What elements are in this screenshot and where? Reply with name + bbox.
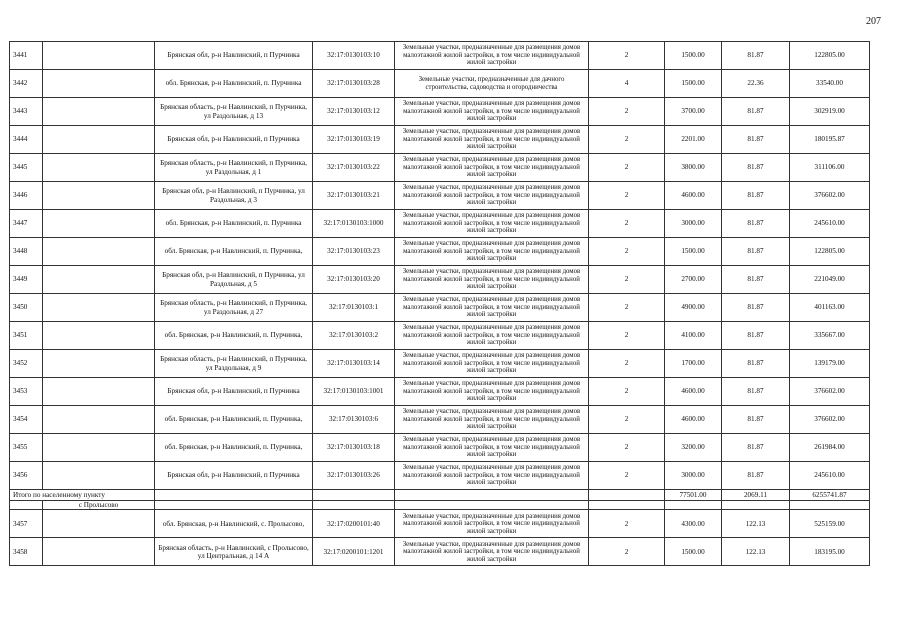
area-cell: 2201.00: [665, 126, 722, 154]
rate-cell: 81.87: [722, 126, 790, 154]
address-cell: Брянская область, р-н Навлинский, п Пурчинка, ул Раздольная, д 9: [155, 350, 313, 378]
cadastral-number: 32:17:0130103:28: [313, 70, 395, 98]
blank-cell: [43, 322, 155, 350]
land-use-cell: Земельные участки, предназначенные для размещения домов малоэтажной жилой застройки, в том числе индивидуальной жилой застройки: [395, 510, 589, 538]
land-use-cell: Земельные участки, предназначенные для дачного строительства, садоводства и огородничества: [395, 70, 589, 98]
row-number: 3444: [10, 126, 43, 154]
rate-cell: 81.87: [722, 294, 790, 322]
area-cell: 3000.00: [665, 462, 722, 490]
area-cell: 4600.00: [665, 406, 722, 434]
table-row: [10, 510, 870, 538]
row-number: 3441: [10, 42, 43, 70]
category-code: 2: [589, 510, 665, 538]
table-row: [10, 238, 870, 266]
cadastral-number: 32:17:0130103:14: [313, 350, 395, 378]
row-number: 3445: [10, 154, 43, 182]
address-cell: обл. Брянская, р-н Навлинский, с. Пролысово,: [155, 510, 313, 538]
blank-cell: [43, 70, 155, 98]
land-use-cell: Земельные участки, предназначенные для размещения домов малоэтажной жилой застройки, в том числе индивидуальной жилой застройки: [395, 126, 589, 154]
rate-cell: 81.87: [722, 322, 790, 350]
land-use-cell: Земельные участки, предназначенные для размещения домов малоэтажной жилой застройки, в том числе индивидуальной жилой застройки: [395, 538, 589, 566]
row-number: 3449: [10, 266, 43, 294]
cadastral-value: 245610.00: [790, 462, 870, 490]
blank-cell: [43, 266, 155, 294]
row-number: 3454: [10, 406, 43, 434]
address-cell: обл. Брянская, р-н Навлинский, п. Пурчинка: [155, 70, 313, 98]
area-cell: 3700.00: [665, 98, 722, 126]
row-number: 3450: [10, 294, 43, 322]
table-row: [10, 350, 870, 378]
address-cell: Брянская обл, р-н Навлинский, п Пурчинка, ул Раздольная, д 3: [155, 182, 313, 210]
area-cell: 4900.00: [665, 294, 722, 322]
cadastral-value: 335667.00: [790, 322, 870, 350]
cadastral-value: 525159.00: [790, 510, 870, 538]
address-cell: Брянская обл, р-н Навлинский, п Пурчинка, ул Раздольная, д 5: [155, 266, 313, 294]
blank-cell: [43, 210, 155, 238]
blank-cell: [43, 182, 155, 210]
cadastral-number: 32:17:0200101:40: [313, 510, 395, 538]
rate-cell: 81.87: [722, 266, 790, 294]
address-cell: Брянская область, р-н Навлинский, п Пурчинка, ул Раздольная, д 1: [155, 154, 313, 182]
cadastral-number: 32:17:0130103:19: [313, 126, 395, 154]
category-code: 2: [589, 238, 665, 266]
address-cell: Брянская область, р-н Навлинский, п Пурчинка, ул Раздольная, д 27: [155, 294, 313, 322]
address-cell: обл. Брянская, р-н Навлинский, п. Пурчинка,: [155, 434, 313, 462]
category-code: 2: [589, 406, 665, 434]
blank-cell: [43, 238, 155, 266]
blank-cell: [43, 462, 155, 490]
table-row: [10, 538, 870, 566]
address-cell: обл. Брянская, р-н Навлинский, п. Пурчинка,: [155, 238, 313, 266]
cadastral-number: 32:17:0130103:1001: [313, 378, 395, 406]
cadastral-value: 33540.00: [790, 70, 870, 98]
land-use-cell: Земельные участки, предназначенные для размещения домов малоэтажной жилой застройки, в том числе индивидуальной жилой застройки: [395, 266, 589, 294]
cadastral-number: 32:17:0130103:6: [313, 406, 395, 434]
land-use-cell: Земельные участки, предназначенные для размещения домов малоэтажной жилой застройки, в том числе индивидуальной жилой застройки: [395, 322, 589, 350]
rate-cell: 81.87: [722, 238, 790, 266]
land-use-cell: Земельные участки, предназначенные для размещения домов малоэтажной жилой застройки, в том числе индивидуальной жилой застройки: [395, 182, 589, 210]
land-plots-table: [9, 41, 870, 566]
cadastral-value: 139179.00: [790, 350, 870, 378]
address-cell: обл. Брянская, р-н Навлинский, п. Пурчинка,: [155, 322, 313, 350]
category-code: 2: [589, 538, 665, 566]
row-number: 3458: [10, 538, 43, 566]
row-number: 3448: [10, 238, 43, 266]
address-cell: обл. Брянская, р-н Навлинский, п. Пурчинка: [155, 210, 313, 238]
rate-cell: 81.87: [722, 182, 790, 210]
land-use-cell: Земельные участки, предназначенные для размещения домов малоэтажной жилой застройки, в том числе индивидуальной жилой застройки: [395, 462, 589, 490]
address-cell: Брянская обл, р-н Навлинский, п Пурчинка: [155, 126, 313, 154]
rate-cell: 81.87: [722, 350, 790, 378]
blank-cell: [43, 378, 155, 406]
address-cell: обл. Брянская, р-н Навлинский, п. Пурчинка,: [155, 406, 313, 434]
area-cell: 4600.00: [665, 378, 722, 406]
cadastral-number: 32:17:0130103:18: [313, 434, 395, 462]
land-use-cell: Земельные участки, предназначенные для размещения домов малоэтажной жилой застройки, в том числе индивидуальной жилой застройки: [395, 378, 589, 406]
settlement-header-row: [10, 501, 870, 510]
row-number: 3446: [10, 182, 43, 210]
cadastral-value: 376602.00: [790, 406, 870, 434]
row-number: 3456: [10, 462, 43, 490]
category-code: 2: [589, 322, 665, 350]
cadastral-value: 302919.00: [790, 98, 870, 126]
cadastral-value: 183195.00: [790, 538, 870, 566]
cadastral-value: 122805.00: [790, 42, 870, 70]
rate-cell: 122.13: [722, 538, 790, 566]
row-number: 3455: [10, 434, 43, 462]
land-use-cell: Земельные участки, предназначенные для размещения домов малоэтажной жилой застройки, в том числе индивидуальной жилой застройки: [395, 98, 589, 126]
rate-cell: 81.87: [722, 434, 790, 462]
category-code: 2: [589, 98, 665, 126]
cadastral-value: 376602.00: [790, 378, 870, 406]
cadastral-value: 311106.00: [790, 154, 870, 182]
rate-cell: 81.87: [722, 42, 790, 70]
address-cell: Брянская область, р-н Навлинский, п Пурчинка, ул Раздольная, д 13: [155, 98, 313, 126]
settlement-name: с Пролысово: [43, 501, 155, 510]
cadastral-value: 245610.00: [790, 210, 870, 238]
address-cell: Брянская обл, р-н Навлинский, п Пурчинка: [155, 42, 313, 70]
category-code: 2: [589, 294, 665, 322]
area-cell: 1500.00: [665, 238, 722, 266]
area-cell: 2700.00: [665, 266, 722, 294]
category-code: 2: [589, 462, 665, 490]
cadastral-number: 32:17:0130103:23: [313, 238, 395, 266]
cadastral-number: 32:17:0130103:22: [313, 154, 395, 182]
table-row: [10, 462, 870, 490]
table-row: [10, 42, 870, 70]
blank-cell: [43, 406, 155, 434]
cadastral-number: 32:17:0130103:20: [313, 266, 395, 294]
row-number: 3443: [10, 98, 43, 126]
table-row: [10, 322, 870, 350]
category-code: 2: [589, 182, 665, 210]
rate-cell: 81.87: [722, 406, 790, 434]
category-code: 2: [589, 378, 665, 406]
total-rate: 2069.11: [722, 490, 790, 501]
address-cell: Брянская обл, р-н Навлинский, п Пурчинка: [155, 462, 313, 490]
area-cell: 1500.00: [665, 70, 722, 98]
cadastral-number: 32:17:0200101:1201: [313, 538, 395, 566]
table-row: [10, 182, 870, 210]
category-code: 2: [589, 126, 665, 154]
table-row: [10, 406, 870, 434]
area-cell: 1500.00: [665, 538, 722, 566]
page-number: 207: [866, 16, 881, 27]
blank-cell: [43, 294, 155, 322]
category-code: 2: [589, 154, 665, 182]
blank-cell: [43, 154, 155, 182]
category-code: 2: [589, 266, 665, 294]
blank-cell: [43, 98, 155, 126]
row-number: 3447: [10, 210, 43, 238]
cadastral-number: 32:17:0130103:26: [313, 462, 395, 490]
table-row: [10, 434, 870, 462]
table-row: [10, 70, 870, 98]
land-use-cell: Земельные участки, предназначенные для размещения домов малоэтажной жилой застройки, в том числе индивидуальной жилой застройки: [395, 434, 589, 462]
cadastral-number: 32:17:0130103:12: [313, 98, 395, 126]
area-cell: 4100.00: [665, 322, 722, 350]
land-use-cell: Земельные участки, предназначенные для размещения домов малоэтажной жилой застройки, в том числе индивидуальной жилой застройки: [395, 238, 589, 266]
area-cell: 3200.00: [665, 434, 722, 462]
rate-cell: 81.87: [722, 98, 790, 126]
area-cell: 3000.00: [665, 210, 722, 238]
table-row: [10, 378, 870, 406]
cadastral-number: 32:17:0130103:10: [313, 42, 395, 70]
rate-cell: 22.36: [722, 70, 790, 98]
land-use-cell: Земельные участки, предназначенные для размещения домов малоэтажной жилой застройки, в том числе индивидуальной жилой застройки: [395, 42, 589, 70]
cadastral-value: 401163.00: [790, 294, 870, 322]
row-number: 3452: [10, 350, 43, 378]
cadastral-number: 32:17:0130103:1000: [313, 210, 395, 238]
total-label: Итого по населенному пункту: [10, 490, 155, 501]
rate-cell: 122.13: [722, 510, 790, 538]
cadastral-value: 376602.00: [790, 182, 870, 210]
table-row: [10, 98, 870, 126]
table-row: [10, 126, 870, 154]
land-use-cell: Земельные участки, предназначенные для размещения домов малоэтажной жилой застройки, в том числе индивидуальной жилой застройки: [395, 294, 589, 322]
land-use-cell: Земельные участки, предназначенные для размещения домов малоэтажной жилой застройки, в том числе индивидуальной жилой застройки: [395, 154, 589, 182]
category-code: 2: [589, 210, 665, 238]
cadastral-value: 122805.00: [790, 238, 870, 266]
table-row: [10, 266, 870, 294]
row-number: 3451: [10, 322, 43, 350]
cadastral-value: 261984.00: [790, 434, 870, 462]
rate-cell: 81.87: [722, 154, 790, 182]
cadastral-value: 221049.00: [790, 266, 870, 294]
rate-cell: 81.87: [722, 210, 790, 238]
cadastral-number: 32:17:0130103:2: [313, 322, 395, 350]
table-row: [10, 154, 870, 182]
land-use-cell: Земельные участки, предназначенные для размещения домов малоэтажной жилой застройки, в том числе индивидуальной жилой застройки: [395, 350, 589, 378]
blank-cell: [43, 126, 155, 154]
cadastral-value: 180195.87: [790, 126, 870, 154]
cadastral-number: 32:17:0130103:21: [313, 182, 395, 210]
category-code: 2: [589, 42, 665, 70]
rate-cell: 81.87: [722, 462, 790, 490]
area-cell: 4600.00: [665, 182, 722, 210]
blank-cell: [43, 42, 155, 70]
blank-cell: [43, 434, 155, 462]
blank-cell: [43, 510, 155, 538]
area-cell: 3800.00: [665, 154, 722, 182]
area-cell: 1500.00: [665, 42, 722, 70]
category-code: 2: [589, 434, 665, 462]
row-number: 3457: [10, 510, 43, 538]
blank-cell: [43, 538, 155, 566]
total-area: 77501.00: [665, 490, 722, 501]
land-use-cell: Земельные участки, предназначенные для размещения домов малоэтажной жилой застройки, в том числе индивидуальной жилой застройки: [395, 406, 589, 434]
address-cell: Брянская обл, р-н Навлинский, п Пурчинка: [155, 378, 313, 406]
cadastral-number: 32:17:0130103:1: [313, 294, 395, 322]
rate-cell: 81.87: [722, 378, 790, 406]
row-number: 3442: [10, 70, 43, 98]
area-cell: 1700.00: [665, 350, 722, 378]
area-cell: 4300.00: [665, 510, 722, 538]
table-row: [10, 210, 870, 238]
total-value: 6255741.87: [790, 490, 870, 501]
row-number: 3453: [10, 378, 43, 406]
category-code: 4: [589, 70, 665, 98]
table-row: [10, 294, 870, 322]
blank-cell: [43, 350, 155, 378]
total-row: [10, 490, 870, 501]
address-cell: Брянская область, р-н Навлинский, с Пролысово, ул Центральная, д 14 А: [155, 538, 313, 566]
category-code: 2: [589, 350, 665, 378]
land-use-cell: Земельные участки, предназначенные для размещения домов малоэтажной жилой застройки, в том числе индивидуальной жилой застройки: [395, 210, 589, 238]
